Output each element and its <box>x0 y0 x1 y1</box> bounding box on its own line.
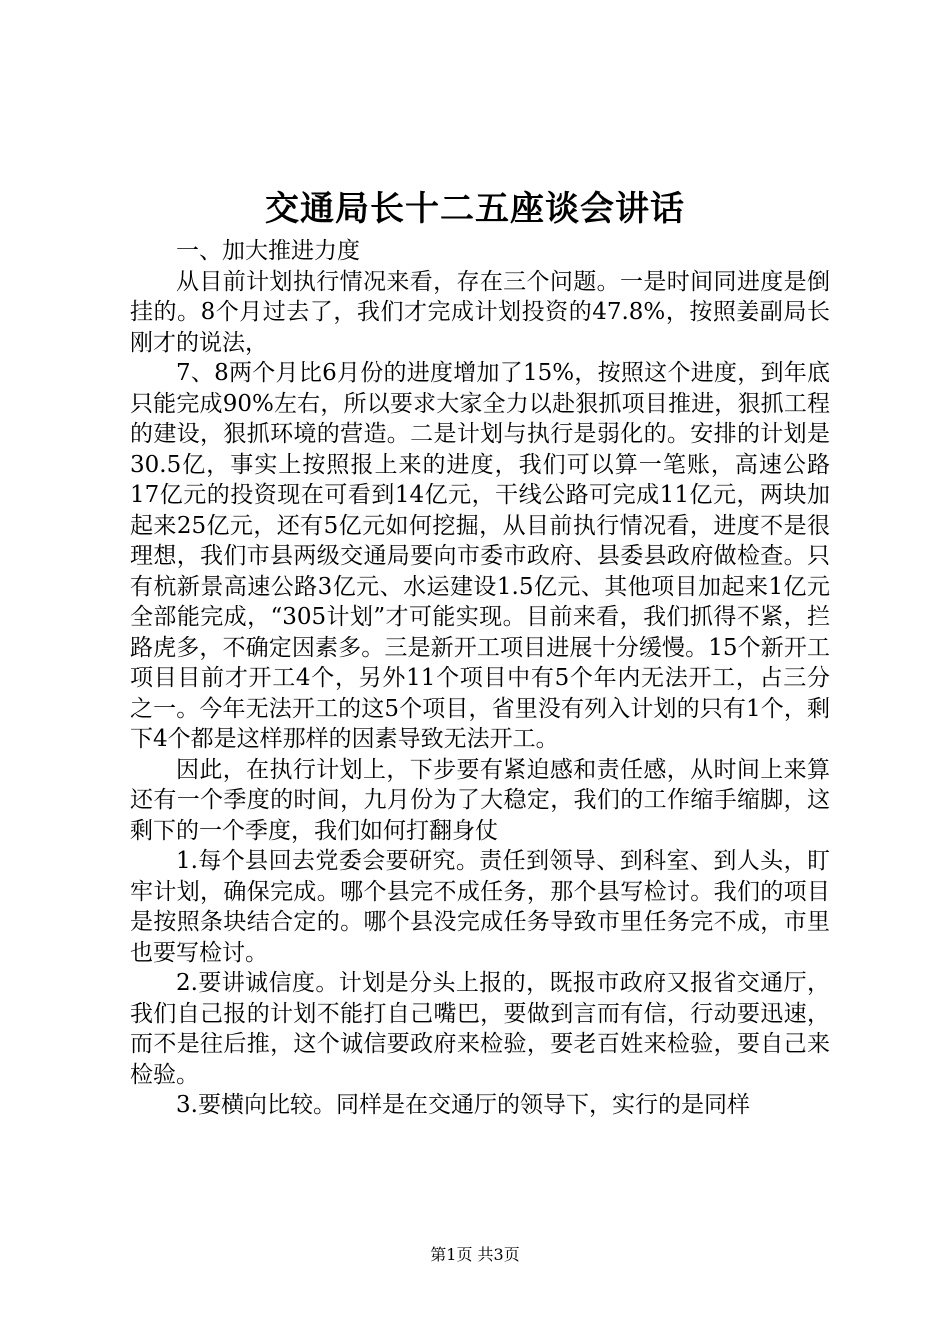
document-body <box>130 236 830 1121</box>
page-title: 交通局长十二五座谈会讲话 <box>265 189 685 229</box>
page-footer: 第1页 共3页 <box>430 1245 520 1264</box>
body-paragraph: 因此，在执行计划上，下步要有紧迫感和责任感，从时间上来算还有一个季度的时间，九月份为了大稳定，我们的工作缩手缩脚，这剩下的一个季度，我们如何打翻身仗 <box>130 756 830 844</box>
body-paragraph: 7、8两个月比6月份的进度增加了15%，按照这个进度，到年底只能完成90%左右，所以要求大家全力以赴狠抓项目推进，狠抓工程的建设，狠抓环境的营造。二是计划与执行是弱化的。安排的计划是30.5亿，事实上按照报上来的进度，我们可以算一笔账，高速公路17亿元的投资现在可看到14亿元，干线公路可完成11亿元，两块加起来25亿元，还有5亿元如何挖掘，从目前执行情况看，进度不是很理想，我们市县两级交通局要向市委市政府、县委县政府做检查。只有杭新景高速公路3亿元、水运建设1.5亿元、其他项目加起来1亿元全部能完成，“305计划”才可能实现。目前来看，我们抓得不紧，拦路虎多，不确定因素多。三是新开工项目进展十分缓慢。15个新开工项目目前才开工4个，另外11个项目中有5个年内无法开工，占三分之一。今年无法开工的这5个项目，省里没有列入计划的只有1个，剩下4个都是这样那样的因素导致无法开工。 <box>130 360 830 752</box>
body-paragraph: 从目前计划执行情况来看，存在三个问题。一是时间同进度是倒挂的。8个月过去了，我们才完成计划投资的47.8%，按照姜副局长刚才的说法， <box>130 268 830 356</box>
body-paragraph: 3.要横向比较。同样是在交通厅的领导下，实行的是同样 <box>176 1092 750 1118</box>
body-paragraph: 1.每个县回去党委会要研究。责任到领导、到科室、到人头，盯牢计划，确保完成。哪个县完不成任务，那个县写检讨。我们的项目是按照条块结合定的。哪个县没完成任务导致市里任务完不成，市里也要写检讨。 <box>130 848 830 966</box>
section-heading: 一、加大推进力度 <box>176 238 360 264</box>
body-paragraph: 2.要讲诚信度。计划是分头上报的，既报市政府又报省交通厅，我们自己报的计划不能打自己嘴巴，要做到言而有信，行动要迅速，而不是往后推，这个诚信要政府来检验，要老百姓来检验，要自己来检验。 <box>130 970 830 1088</box>
